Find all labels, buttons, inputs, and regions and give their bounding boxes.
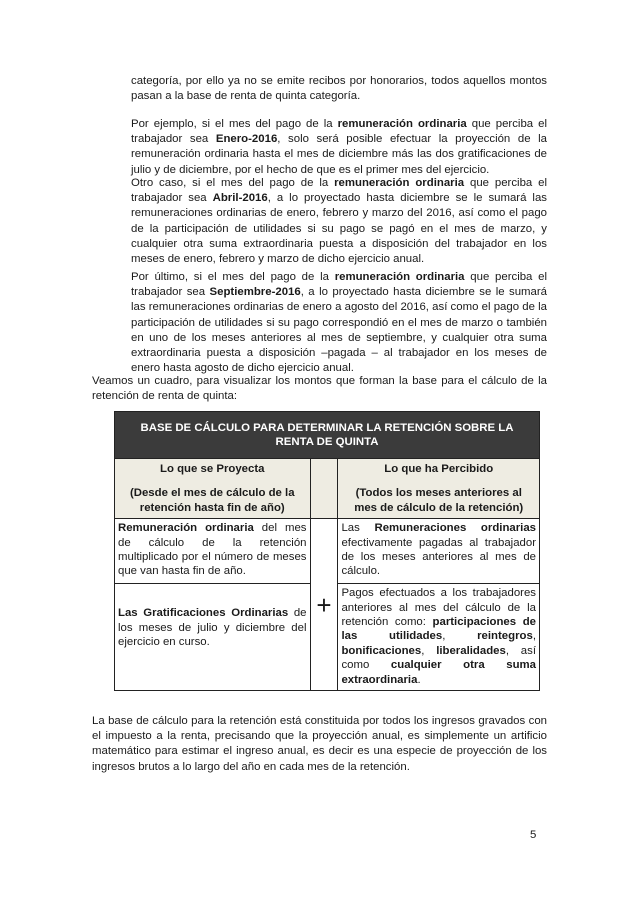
bold-text: Remuneraciones ordinarias: [374, 522, 537, 535]
text: , a lo proyectado hasta diciembre se le sumará las remuneraciones ordinarias de enero, febrero y marzo del 2016, así como el pago de la participación de utilidades si su pago se pagó en el mes de marzo, y cualquier otra suma extraordinaria puesta a disposición del trabajador en los meses de enero, febrero y marzo de dicho ejercicio anual.: [131, 192, 547, 266]
text: de los meses de julio y diciembre del ejercicio en curso.: [118, 607, 307, 649]
text: ,: [421, 644, 437, 657]
paragraph-example-septiembre: [131, 270, 547, 376]
bold-text: remuneración ordinaria: [334, 177, 465, 189]
paragraph-intro-table: [92, 374, 547, 404]
bold-text: remuneración ordinaria: [337, 118, 467, 130]
bold-text: remuneración ordinaria: [334, 271, 465, 283]
text: La base de cálculo para la retención está constituida por todos los ingresos gravados con el impuesto a la renta, precisando que la proyección anual, es simplemente un artificio matemático para estimar el ingreso anual, es decir es una especie de proyección de los ingresos brutos a lo largo del año en cada mes de la retención.: [92, 715, 547, 773]
text: , solo será posible efectuar la proyección de la remuneración ordinaria hasta el mes de diciembre más las dos gratificaciones de julio y de diciembre, por el hecho de que es el primer mes del ejercicio.: [131, 133, 547, 176]
bold-text: participaciones de las utilidades: [341, 616, 536, 643]
header-sublabel: (Todos los meses anteriores al mes de cálculo de la retención): [354, 487, 524, 514]
text: Veamos un cuadro, para visualizar los montos que forman la base para el cálculo de la retención de renta de quinta:: [92, 375, 547, 403]
header-sublabel: (Desde el mes de cálculo de la retención hasta fin de año): [129, 487, 295, 514]
text: Por último, si el mes del pago de la: [131, 271, 335, 283]
text: que perciba el trabajador sea: [131, 271, 548, 299]
text: , así como: [341, 644, 536, 672]
text: del mes de cálculo de la retención multiplicado por el número de meses que van hasta fin de año.: [118, 522, 307, 578]
text: Pagos efectuados a los trabajadores anteriores al mes del cálculo de la retención como:: [341, 587, 536, 629]
calculation-base-table: [114, 411, 540, 691]
bold-text: cualquier otra suma extraordinaria: [341, 659, 536, 686]
projected-cell-remuneracion: [115, 519, 311, 584]
bold-text: Enero-2016: [215, 133, 278, 146]
bold-text: liberalidades: [436, 644, 506, 657]
text: que perciba el trabajador sea: [131, 118, 547, 146]
paragraph-text: categoría, por ello ya no se emite recibos por honorarios, todos aquellos montos pasan a la base de renta de quinta categoría.: [131, 75, 547, 103]
table-title: BASE DE CÁLCULO PARA DETERMINAR LA RETENCIÓN SOBRE LA RENTA DE QUINTA: [115, 412, 540, 459]
header-spacer: [310, 459, 338, 519]
received-cell-remuneraciones: [338, 519, 540, 584]
text: efectivamente pagadas al trabajador de los meses anteriores al mes de cálculo.: [341, 536, 536, 578]
projected-header: [115, 459, 311, 519]
text: Las: [341, 522, 375, 535]
page-number: 5: [530, 829, 537, 841]
bold-text: bonificaciones: [341, 644, 422, 657]
paragraph-example-abril: [131, 176, 547, 267]
text: Otro caso, si el mes del pago de la: [131, 177, 335, 189]
projected-cell-gratificaciones: [115, 584, 311, 691]
header-label: Lo que ha Percibido: [384, 463, 494, 475]
bold-text: reintegros: [477, 630, 533, 643]
received-cell-pagos: [338, 584, 540, 691]
paragraph-conclusion: [92, 714, 547, 775]
bold-text: Abril-2016: [212, 192, 268, 205]
paragraph-continuation: [131, 74, 547, 104]
text: .: [417, 673, 421, 686]
bold-text: Septiembre-2016: [209, 286, 301, 299]
text: ,: [442, 630, 478, 643]
header-label: Lo que se Proyecta: [160, 463, 265, 475]
paragraph-example-enero: [131, 117, 547, 178]
text: que perciba el trabajador sea: [131, 177, 548, 205]
text: , a lo proyectado hasta diciembre se le sumará las remuneraciones ordinarias de enero a agosto del 2016, así como el pago de la participación de utilidades si su pago correspondió en el mes de marzo o también en uno de los meses anteriores al mes de septiembre, y cualquier otra suma extraordinaria puesta a disposición –pagada – al trabajador en los meses de enero hasta agosto de dicho ejercicio anual.: [131, 286, 547, 375]
bold-text: Las Gratificaciones Ordinarias: [118, 607, 289, 620]
plus-sign: +: [310, 519, 338, 691]
received-header: [338, 459, 540, 519]
text: Por ejemplo, si el mes del pago de la: [131, 118, 338, 130]
bold-text: Remuneración ordinaria: [118, 522, 254, 535]
text: ,: [532, 630, 536, 643]
